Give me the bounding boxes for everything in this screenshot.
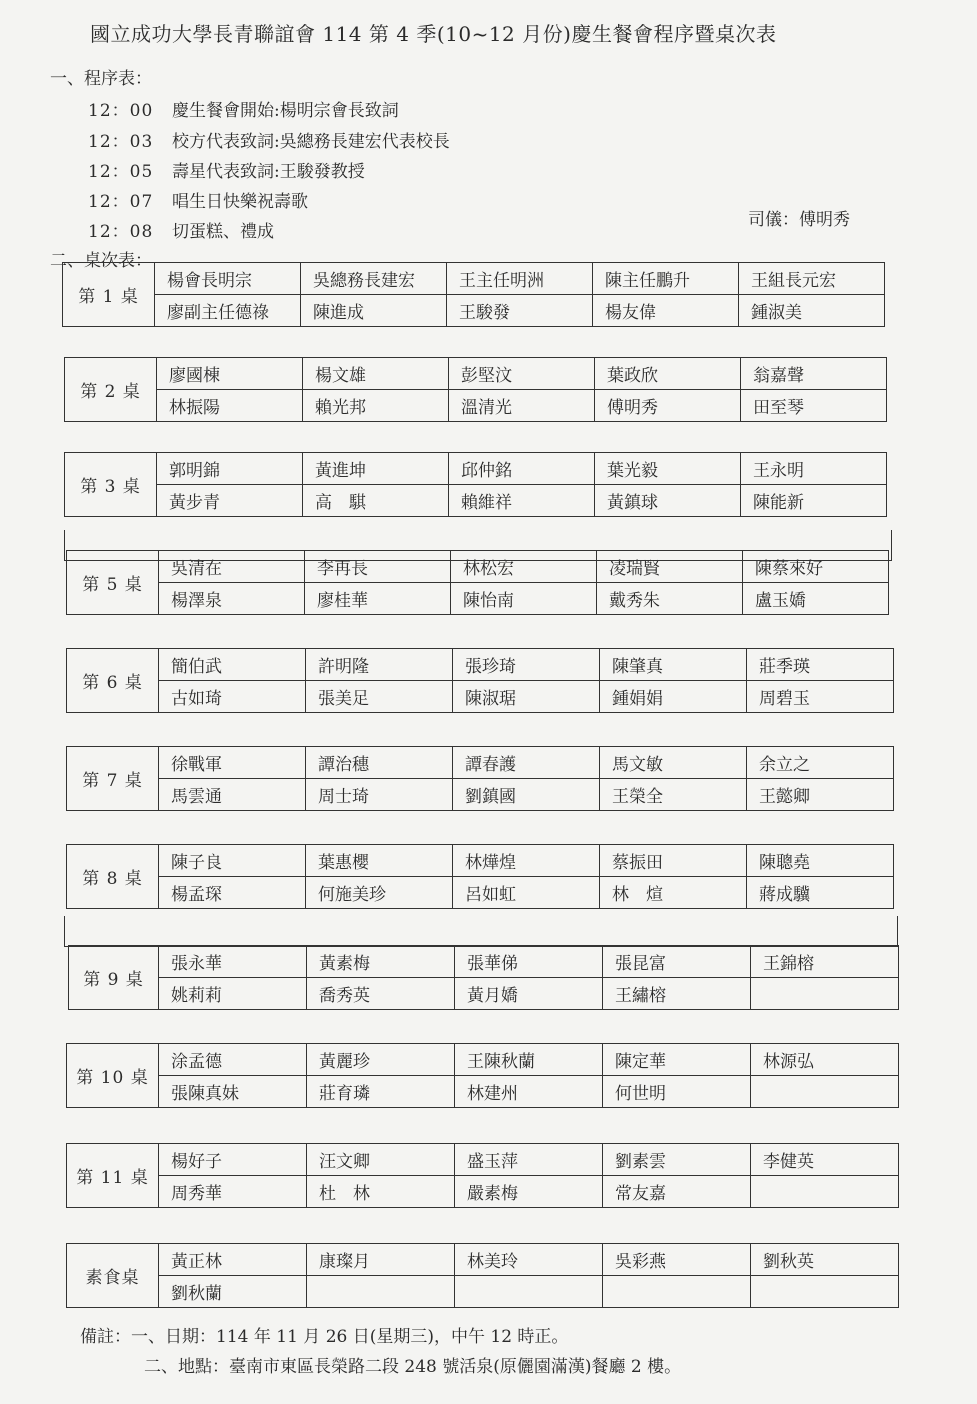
guest-name-cell [455, 1276, 603, 1308]
program-time: 12：08 [88, 222, 154, 242]
guest-name-cell: 廖國棟 [157, 358, 303, 390]
guest-name-cell: 余立之 [747, 747, 894, 779]
guest-name-cell: 莊季瑛 [747, 649, 894, 681]
guest-name-cell: 溫清光 [449, 390, 595, 422]
table-row [67, 1076, 899, 1108]
guest-name-cell: 凌瑞賢 [597, 551, 743, 583]
guest-name-cell: 康璨月 [307, 1244, 455, 1276]
seating-table [66, 1043, 899, 1108]
table-number: 素食桌 [67, 1244, 159, 1308]
table-row [67, 779, 894, 811]
guest-name-cell: 喬秀英 [307, 978, 455, 1010]
program-time: 12：00 [88, 101, 154, 121]
table-row [67, 1144, 899, 1176]
guest-name-cell: 周士琦 [306, 779, 453, 811]
program-item [88, 157, 365, 182]
guest-name-cell: 莊育璘 [307, 1076, 455, 1108]
program-text: 慶生餐會開始:楊明宗會長致詞 [172, 101, 399, 121]
guest-name-cell: 楊文雄 [303, 358, 449, 390]
table-row [65, 453, 887, 485]
guest-name-cell: 何世明 [603, 1076, 751, 1108]
guest-name-cell: 姚莉莉 [159, 978, 307, 1010]
guest-name-cell: 葉政欣 [595, 358, 741, 390]
table-row [67, 583, 889, 615]
notes-line-venue: 二、地點：臺南市東區長榮路二段 248 號活泉(原儷園滿漢)餐廳 2 樓。 [144, 1357, 682, 1377]
guest-name-cell: 嚴素梅 [455, 1176, 603, 1208]
table-row [67, 1276, 899, 1308]
guest-name-cell: 黃素梅 [307, 946, 455, 978]
guest-name-cell: 馬文敏 [600, 747, 747, 779]
guest-name-cell: 葉光毅 [595, 453, 741, 485]
table-row [69, 946, 899, 978]
guest-name-cell: 陳聰堯 [747, 845, 894, 877]
guest-name-cell: 簡伯武 [159, 649, 306, 681]
guest-name-cell: 呂如虹 [453, 877, 600, 909]
guest-name-cell: 吳清在 [159, 551, 305, 583]
seating-table [68, 945, 899, 1010]
guest-name-cell: 徐戰軍 [159, 747, 306, 779]
guest-name-cell: 蔣成驥 [747, 877, 894, 909]
guest-name-cell: 邱仲銘 [449, 453, 595, 485]
guest-name-cell: 林源弘 [751, 1044, 899, 1076]
table-number: 第 1 桌 [63, 263, 155, 327]
guest-name-cell: 黃月嬌 [455, 978, 603, 1010]
program-item [88, 217, 274, 242]
table-number: 第 9 桌 [69, 946, 159, 1010]
seating-table [66, 844, 894, 909]
guest-name-cell: 郭明錦 [157, 453, 303, 485]
table-row [63, 295, 885, 327]
program-item [88, 127, 450, 152]
table-number: 第 2 桌 [65, 358, 157, 422]
table-row [67, 649, 894, 681]
guest-name-cell: 陳主任鵬升 [593, 263, 739, 295]
guest-name-cell: 鍾淑美 [739, 295, 885, 327]
table-row [63, 263, 885, 295]
program-text: 校方代表致詞:吳總務長建宏代表校長 [172, 132, 450, 152]
guest-name-cell: 劉素雲 [603, 1144, 751, 1176]
guest-name-cell [603, 1276, 751, 1308]
guest-name-cell: 王陳秋蘭 [455, 1044, 603, 1076]
guest-name-cell: 王組長元宏 [739, 263, 885, 295]
program-text: 壽星代表致詞:王駿發教授 [172, 162, 365, 182]
table-row [67, 877, 894, 909]
guest-name-cell: 賴光邦 [303, 390, 449, 422]
guest-name-cell: 林燁煌 [453, 845, 600, 877]
guest-name-cell: 譚春護 [453, 747, 600, 779]
guest-name-cell: 陳蔡來好 [743, 551, 889, 583]
guest-name-cell: 林建州 [455, 1076, 603, 1108]
guest-name-cell: 彭堅汶 [449, 358, 595, 390]
guest-name-cell: 劉秋英 [751, 1244, 899, 1276]
guest-name-cell: 黃步青 [157, 485, 303, 517]
page-title: 國立成功大學長青聯誼會 114 第 4 季(10~12 月份)慶生餐會程序暨桌次表 [90, 22, 777, 46]
guest-name-cell: 涂孟德 [159, 1044, 307, 1076]
table-number: 第 3 桌 [65, 453, 157, 517]
guest-name-cell [751, 1176, 899, 1208]
guest-name-cell: 傅明秀 [595, 390, 741, 422]
guest-name-cell: 田至琴 [741, 390, 887, 422]
seating-table [66, 1243, 899, 1308]
guest-name-cell: 王懿卿 [747, 779, 894, 811]
table-row [67, 1044, 899, 1076]
seating-table [66, 746, 894, 811]
table-row [65, 390, 887, 422]
guest-name-cell: 蔡振田 [600, 845, 747, 877]
guest-name-cell [751, 978, 899, 1010]
guest-name-cell: 王駿發 [447, 295, 593, 327]
guest-name-cell: 王繡榕 [603, 978, 751, 1010]
guest-name-cell: 張華俤 [455, 946, 603, 978]
guest-name-cell: 陳定華 [603, 1044, 751, 1076]
guest-name-cell: 吳彩燕 [603, 1244, 751, 1276]
program-section-label: 一、程序表： [50, 69, 152, 89]
program-time: 12：05 [88, 162, 154, 182]
guest-name-cell: 楊澤泉 [159, 583, 305, 615]
seating-section-label: 二、桌次表： [50, 251, 152, 271]
guest-name-cell: 王錦榕 [751, 946, 899, 978]
table-number: 第 6 桌 [67, 649, 159, 713]
table-row [67, 681, 894, 713]
program-text: 唱生日快樂祝壽歌 [172, 192, 308, 212]
guest-name-cell: 鍾娟娟 [600, 681, 747, 713]
guest-name-cell: 廖副主任德祿 [155, 295, 301, 327]
table-row [67, 747, 894, 779]
guest-name-cell: 劉秋蘭 [159, 1276, 307, 1308]
guest-name-cell: 陳肇真 [600, 649, 747, 681]
guest-name-cell: 常友嘉 [603, 1176, 751, 1208]
guest-name-cell: 李再長 [305, 551, 451, 583]
program-text: 切蛋糕、禮成 [172, 222, 274, 242]
table-row [65, 485, 887, 517]
guest-name-cell: 林 煊 [600, 877, 747, 909]
guest-name-cell: 張陳真妹 [159, 1076, 307, 1108]
table-row [67, 1244, 899, 1276]
seating-table [66, 1143, 899, 1208]
guest-name-cell: 盛玉萍 [455, 1144, 603, 1176]
guest-name-cell: 李健英 [751, 1144, 899, 1176]
guest-name-cell: 翁嘉聲 [741, 358, 887, 390]
guest-name-cell: 王永明 [741, 453, 887, 485]
emcee-label: 司儀：傅明秀 [748, 210, 850, 230]
seating-table [64, 452, 887, 517]
guest-name-cell: 林美玲 [455, 1244, 603, 1276]
guest-name-cell: 王榮全 [600, 779, 747, 811]
guest-name-cell: 林振陽 [157, 390, 303, 422]
guest-name-cell: 陳能新 [741, 485, 887, 517]
guest-name-cell: 黃進坤 [303, 453, 449, 485]
guest-name-cell: 黃麗珍 [307, 1044, 455, 1076]
guest-name-cell: 陳進成 [301, 295, 447, 327]
guest-name-cell: 高 騏 [303, 485, 449, 517]
guest-name-cell: 古如琦 [159, 681, 306, 713]
table-row [69, 978, 899, 1010]
program-item [88, 96, 399, 121]
program-time: 12：07 [88, 192, 154, 212]
table-number: 第 7 桌 [67, 747, 159, 811]
guest-name-cell: 黃鎮球 [595, 485, 741, 517]
guest-name-cell: 許明隆 [306, 649, 453, 681]
guest-name-cell: 張昆富 [603, 946, 751, 978]
guest-name-cell: 楊會長明宗 [155, 263, 301, 295]
guest-name-cell: 賴維祥 [449, 485, 595, 517]
table-row [67, 845, 894, 877]
guest-name-cell: 劉鎮國 [453, 779, 600, 811]
guest-name-cell: 何施美珍 [306, 877, 453, 909]
guest-name-cell: 陳子良 [159, 845, 306, 877]
guest-name-cell [751, 1276, 899, 1308]
seating-table [66, 648, 894, 713]
table-number: 第 8 桌 [67, 845, 159, 909]
table-number: 第 5 桌 [67, 551, 159, 615]
guest-name-cell: 張永華 [159, 946, 307, 978]
guest-name-cell: 陳怡南 [451, 583, 597, 615]
guest-name-cell: 陳淑琚 [453, 681, 600, 713]
table-number: 第 10 桌 [67, 1044, 159, 1108]
guest-name-cell: 馬雲通 [159, 779, 306, 811]
guest-name-cell: 張珍琦 [453, 649, 600, 681]
guest-name-cell: 葉惠櫻 [306, 845, 453, 877]
guest-name-cell: 汪文卿 [307, 1144, 455, 1176]
table-row [65, 358, 887, 390]
table-gap-box [64, 530, 892, 561]
guest-name-cell: 王主任明洲 [447, 263, 593, 295]
guest-name-cell: 黃正林 [159, 1244, 307, 1276]
notes-line-date: 備註：一、日期：114 年 11 月 26 日(星期三)，中午 12 時正。 [80, 1327, 569, 1347]
guest-name-cell: 周秀華 [159, 1176, 307, 1208]
table-number: 第 11 桌 [67, 1144, 159, 1208]
guest-name-cell: 張美足 [306, 681, 453, 713]
guest-name-cell: 吳總務長建宏 [301, 263, 447, 295]
guest-name-cell: 楊友偉 [593, 295, 739, 327]
guest-name-cell: 杜 林 [307, 1176, 455, 1208]
guest-name-cell: 林松宏 [451, 551, 597, 583]
guest-name-cell [307, 1276, 455, 1308]
guest-name-cell: 楊好子 [159, 1144, 307, 1176]
guest-name-cell [751, 1076, 899, 1108]
guest-name-cell: 周碧玉 [747, 681, 894, 713]
table-gap-box [64, 916, 898, 947]
guest-name-cell: 盧玉嬌 [743, 583, 889, 615]
guest-name-cell: 廖桂華 [305, 583, 451, 615]
guest-name-cell: 戴秀朱 [597, 583, 743, 615]
program-item [88, 187, 308, 212]
guest-name-cell: 譚治穗 [306, 747, 453, 779]
seating-table [62, 262, 885, 327]
program-time: 12：03 [88, 132, 154, 152]
guest-name-cell: 楊孟琛 [159, 877, 306, 909]
seating-table [64, 357, 887, 422]
table-row [67, 1176, 899, 1208]
